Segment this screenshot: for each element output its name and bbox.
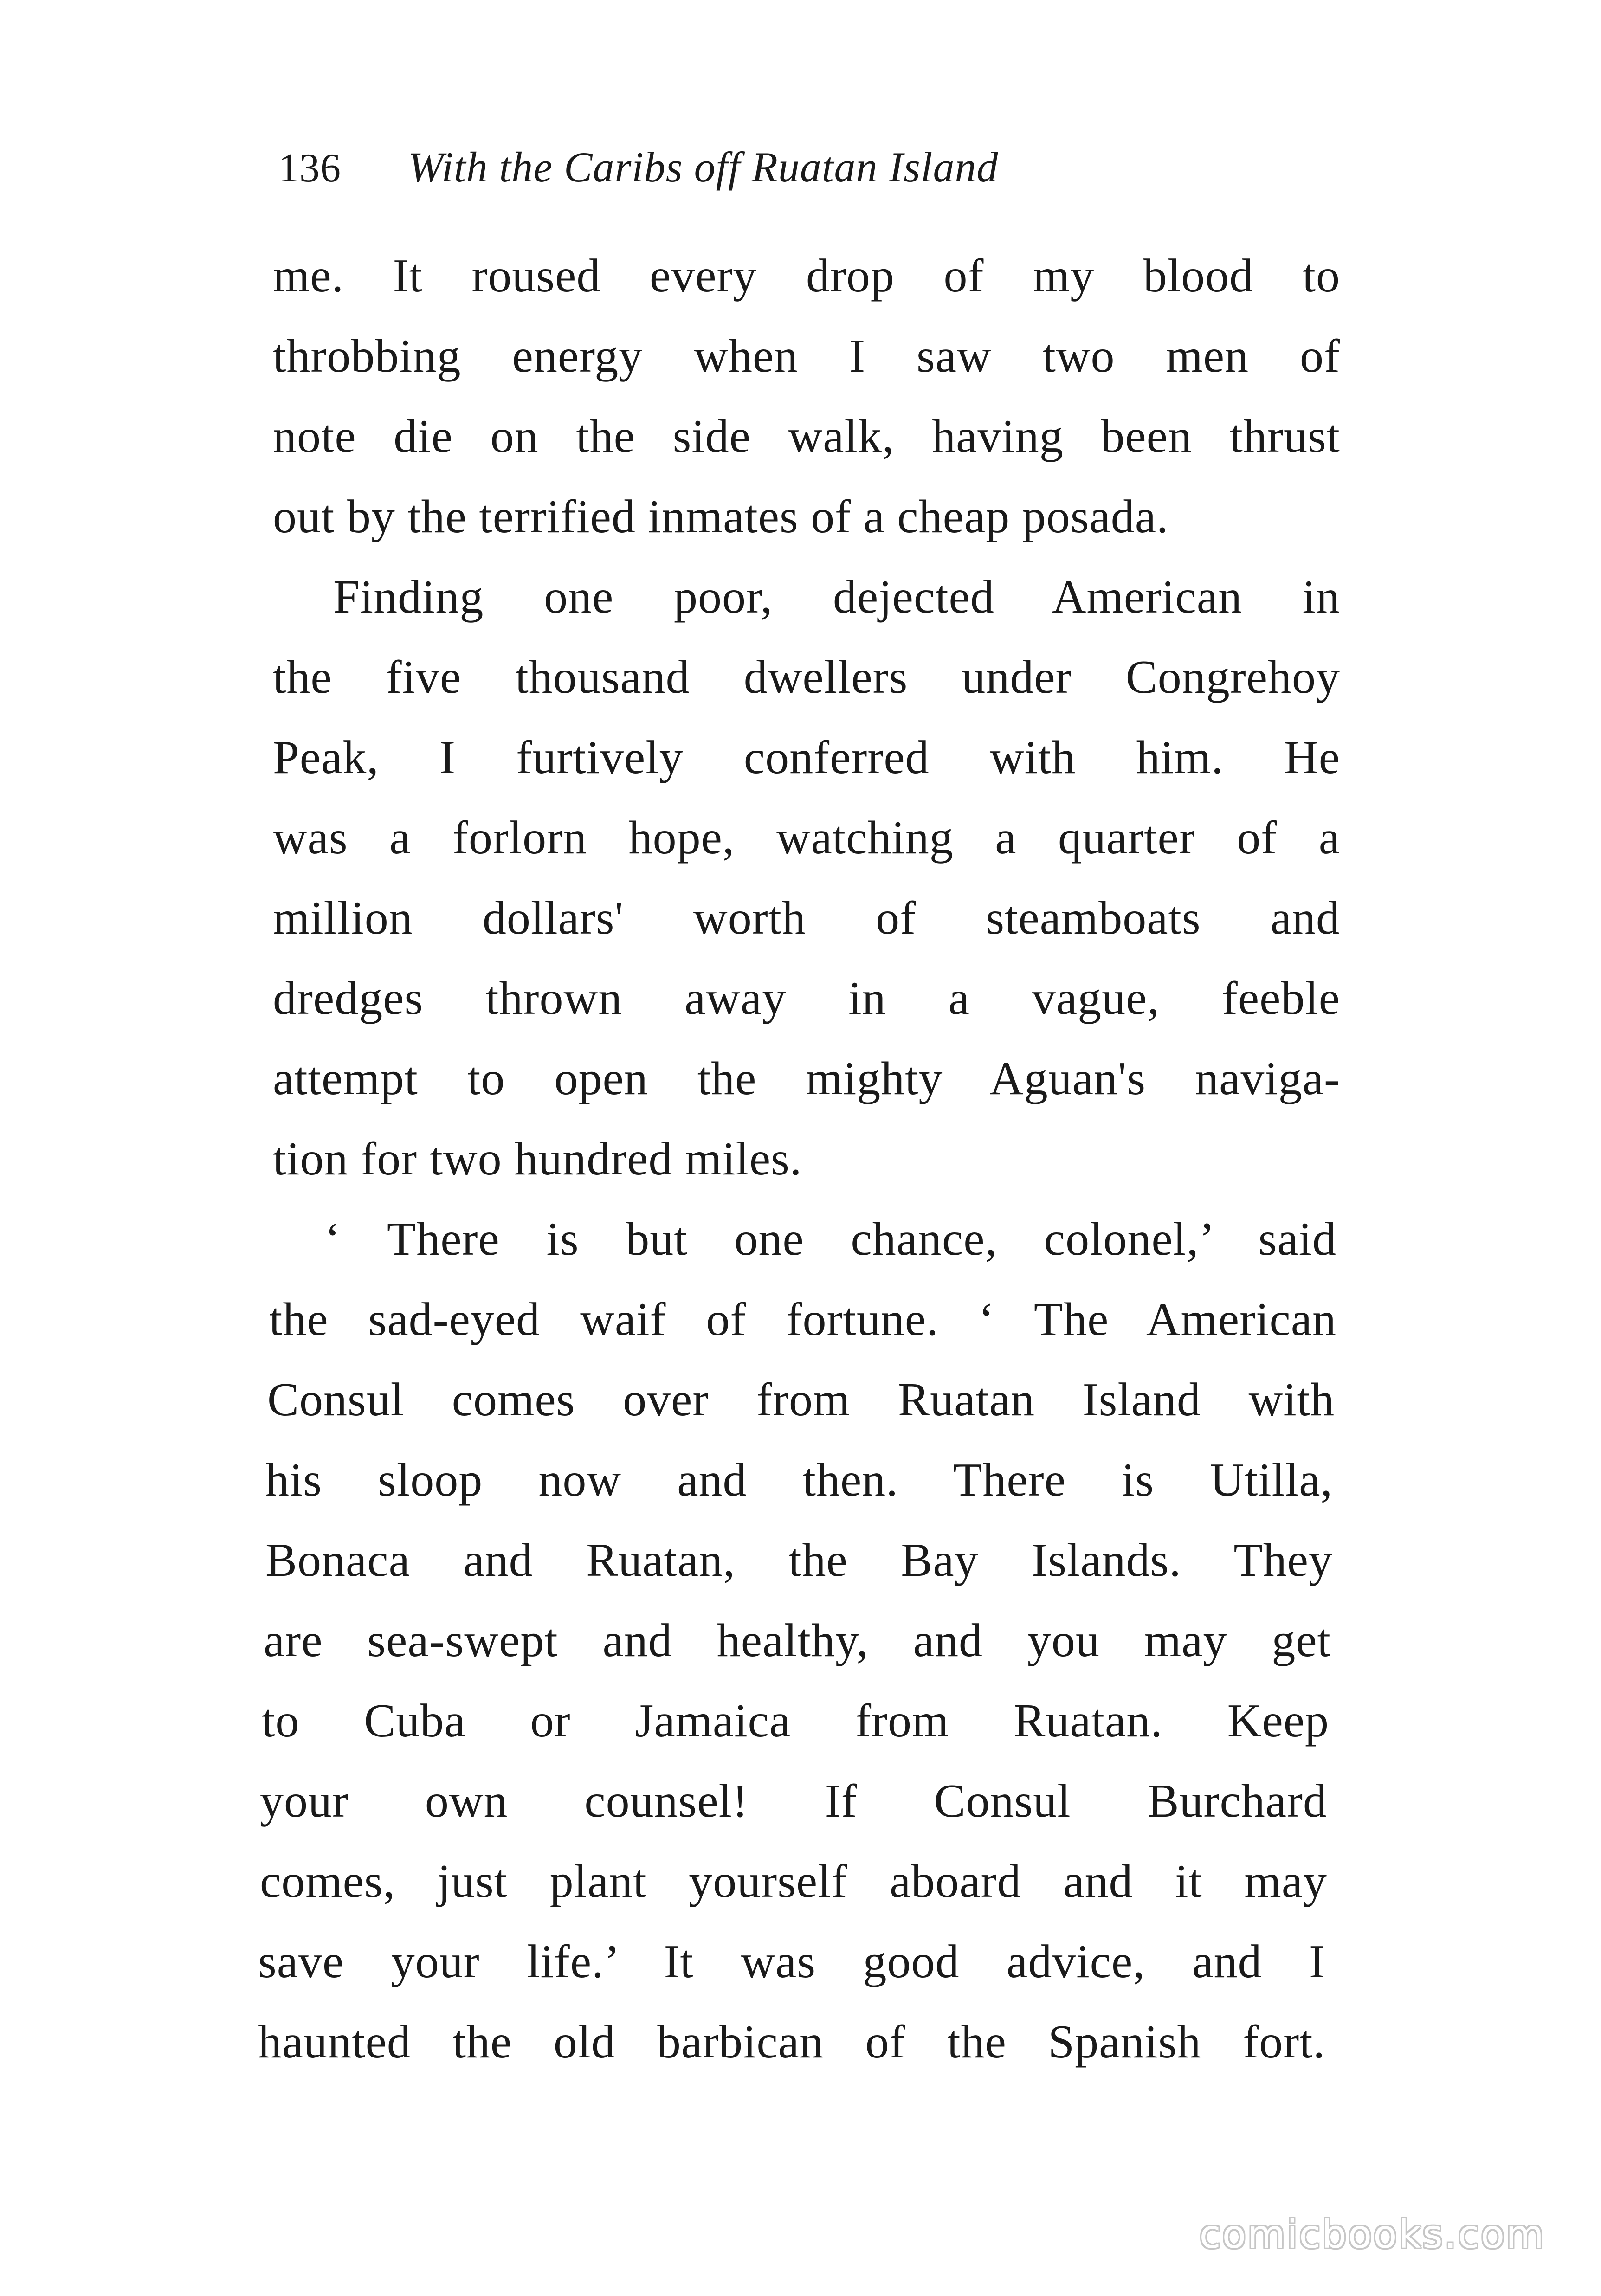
text-line: his sloop now and then. There is Utilla, xyxy=(265,1454,1333,1506)
text-line: are sea-swept and healthy, and you may get xyxy=(264,1614,1331,1667)
text-line: attempt to open the mighty Aguan's naviga- xyxy=(273,1052,1340,1105)
text-line: Consul comes over from Ruatan Island with xyxy=(267,1374,1335,1426)
text-line: the sad-eyed waif of fortune. ‘ The American xyxy=(269,1293,1336,1346)
text-line: out by the terrified inmates of a cheap posada. xyxy=(273,490,1169,543)
text-line: your own counsel! If Consul Burchard xyxy=(260,1775,1327,1827)
running-head-title: With the Caribs off Ruatan Island xyxy=(408,143,999,191)
text-line: Finding one poor, dejected American in xyxy=(333,571,1340,623)
text-line: save your life.’ It was good advice, and I xyxy=(258,1935,1325,1988)
text-line: note die on the side walk, having been thrust xyxy=(273,410,1340,463)
watermark: comicbooks.com xyxy=(1199,2212,1545,2257)
text-line: the five thousand dwellers under Congrehoy xyxy=(273,651,1340,703)
page-number: 136 xyxy=(278,146,341,191)
text-line: dredges thrown away in a vague, feeble xyxy=(273,972,1340,1025)
text-line: was a forlorn hope, watching a quarter of a xyxy=(273,812,1340,864)
text-line: throbbing energy when I saw two men of xyxy=(273,330,1340,382)
text-line: me. It roused every drop of my blood to xyxy=(273,250,1340,302)
text-line: million dollars' worth of steamboats and xyxy=(273,892,1340,944)
text-line: tion for two hundred miles. xyxy=(273,1133,802,1185)
text-line: Peak, I furtively conferred with him. He xyxy=(273,731,1340,784)
text-line: to Cuba or Jamaica from Ruatan. Keep xyxy=(262,1695,1329,1747)
text-line: Bonaca and Ruatan, the Bay Islands. They xyxy=(265,1534,1333,1587)
text-line: comes, just plant yourself aboard and it may xyxy=(260,1855,1327,1908)
text-line: haunted the old barbican of the Spanish fort. xyxy=(258,2016,1325,2068)
running-head xyxy=(278,135,998,200)
text-line: ‘ There is but one chance, colonel,’ said xyxy=(325,1213,1336,1265)
